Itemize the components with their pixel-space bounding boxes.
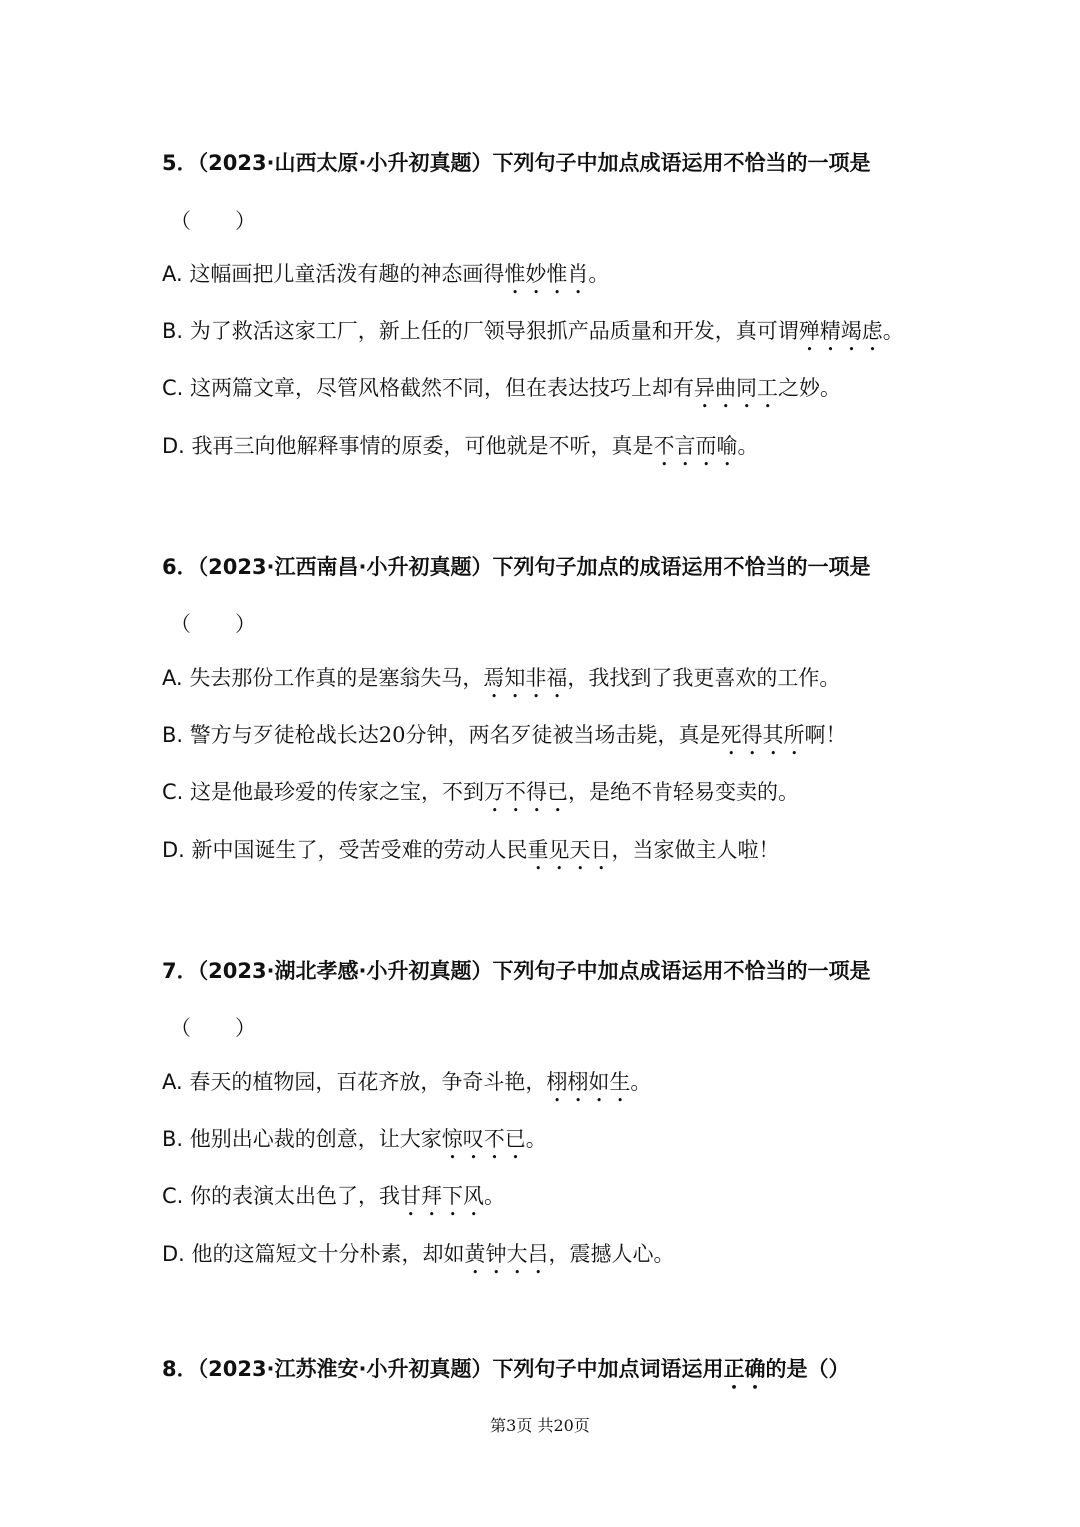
option-text-end: 之妙。 (778, 376, 842, 400)
question-7-title: 7．（2023·湖北孝感·小升初真题）下列句子中加点成语运用不恰当的一项是 (162, 959, 871, 983)
dotted-idiom: 万不得已 (484, 780, 569, 804)
question-8-title-end: 的是（） (765, 1357, 850, 1381)
option-text-end: 。 (525, 1127, 547, 1151)
question-7-option-c (162, 1180, 505, 1221)
dotted-idiom: 甘拜下风 (400, 1184, 485, 1208)
dotted-idiom: 惟妙惟肖 (504, 262, 589, 286)
option-text-end: 。 (882, 319, 904, 343)
dotted-idiom: 重见天日 (527, 838, 612, 862)
option-text-end: 。 (484, 1184, 506, 1208)
option-label: A. (162, 666, 183, 690)
option-label: B. (162, 723, 184, 747)
dotted-idiom: 黄钟大吕 (464, 1242, 549, 1266)
dotted-idiom: 栩栩如生 (546, 1070, 631, 1094)
option-text-end: ，当家做主人啦！ (611, 838, 780, 862)
question-6-option-b (162, 719, 847, 760)
question-7-option-d (162, 1238, 675, 1279)
question-5-option-d (162, 430, 759, 471)
option-text-end: 。 (588, 262, 610, 286)
option-text: 新中国诞生了，受苦受难的劳动人民 (184, 838, 528, 862)
question-5-option-c (162, 372, 841, 413)
question-7-option-a (162, 1066, 651, 1107)
option-label: B. (162, 319, 184, 343)
dotted-idiom: 异曲同工 (694, 376, 779, 400)
question-7-option-b (162, 1123, 547, 1164)
option-text-end: 。 (630, 1070, 652, 1094)
option-label: C. (162, 376, 184, 400)
dotted-idiom: 殚精竭虑 (798, 319, 883, 343)
option-label: D. (162, 838, 185, 862)
question-6-title: 6．（2023·江西南昌·小升初真题）下列句子加点的成语运用不恰当的一项是 (162, 555, 871, 579)
option-text-end: ，震撼人心。 (548, 1242, 675, 1266)
option-label: D. (162, 434, 185, 458)
dotted-idiom: 焉知非福 (483, 666, 568, 690)
question-7-answer-blank: （） (170, 1016, 300, 1040)
option-text-end: 。 (737, 434, 759, 458)
dotted-idiom: 死得其所 (720, 723, 805, 747)
question-5-option-b (162, 315, 904, 356)
page-number-footer: 第3页 共20页 (490, 1416, 590, 1435)
option-text: 春天的植物园，百花齐放，争奇斗艳， (182, 1070, 547, 1094)
option-text: 警方与歹徒枪战长达20分钟，两名歹徒被当场击毙，真是 (183, 723, 721, 747)
option-text-end: ，我找到了我更喜欢的工作。 (567, 666, 841, 690)
option-text-end: 啊！ (804, 723, 847, 747)
question-6-option-d (162, 834, 780, 875)
option-text: 他的这篇短文十分朴素，却如 (184, 1242, 465, 1266)
option-text-end: ，是绝不肯轻易变卖的。 (568, 780, 800, 804)
option-text: 失去那份工作真的是塞翁失马， (182, 666, 484, 690)
question-6-option-a (162, 662, 840, 703)
dotted-idiom: 惊叹不已 (441, 1127, 526, 1151)
question-5-option-a (162, 258, 609, 299)
question-6-answer-blank: （） (170, 612, 300, 636)
option-label: D. (162, 1242, 185, 1266)
dotted-word: 正确 (723, 1357, 766, 1381)
question-6-option-c (162, 776, 799, 817)
option-text: 他别出心裁的创意，让大家 (183, 1127, 442, 1151)
question-5-title: 5．（2023·山西太原·小升初真题）下列句子中加点成语运用不恰当的一项是 (162, 151, 871, 175)
option-label: A. (162, 1070, 183, 1094)
dotted-idiom: 不言而喻 (653, 434, 738, 458)
question-5-answer-blank: （） (170, 209, 300, 233)
question-8-title-text: 8．（2023·江苏淮安·小升初真题）下列句子中加点词语运用 (162, 1357, 724, 1381)
option-label: B. (162, 1127, 184, 1151)
option-label: C. (162, 1184, 184, 1208)
option-text: 我再三向他解释事情的原委，可他就是不听，真是 (184, 434, 654, 458)
option-label: C. (162, 780, 184, 804)
option-text: 你的表演太出色了，我 (183, 1184, 401, 1208)
option-text: 这两篇文章，尽管风格截然不同，但在表达技巧上却有 (183, 376, 695, 400)
question-8-title (162, 1353, 850, 1394)
option-text: 这幅画把儿童活泼有趣的神态画得 (182, 262, 505, 286)
option-label: A. (162, 262, 183, 286)
option-text: 为了救活这家工厂，新上任的厂领导狠抓产品质量和开发，真可谓 (183, 319, 799, 343)
option-text: 这是他最珍爱的传家之宝，不到 (183, 780, 485, 804)
